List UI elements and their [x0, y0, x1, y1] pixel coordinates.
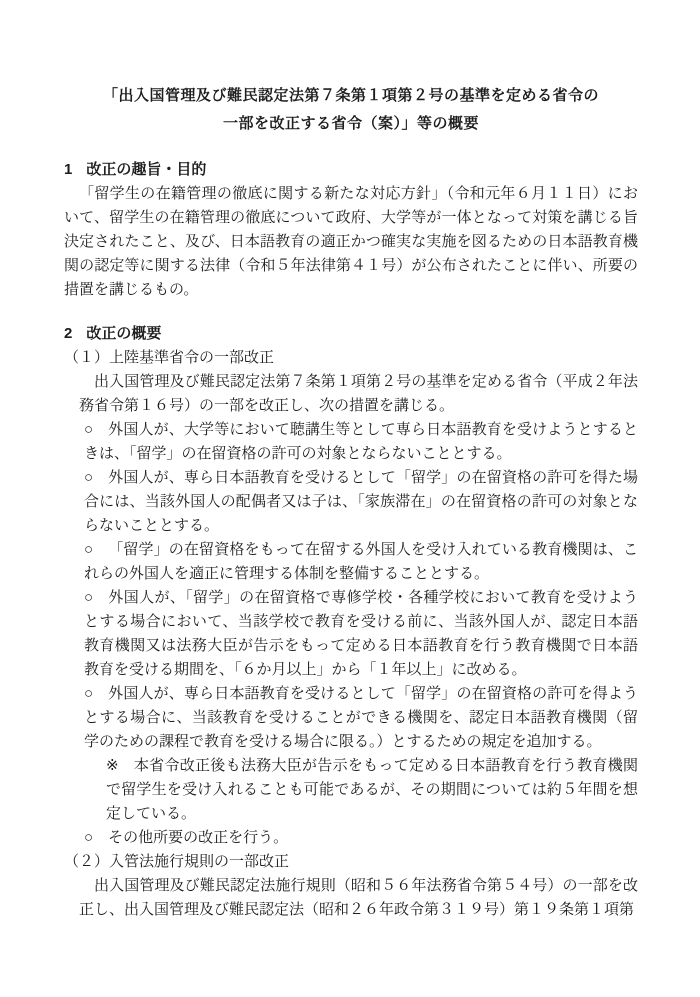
- circle-bullet-icon: ○: [84, 686, 94, 702]
- bullet-item-1-text: 外国人が、大学等において聴講生等として専ら日本語教育を受けようとするときは、「留学」の在留資格の許可の対象とならないこととする。: [84, 422, 638, 462]
- section-2-heading: [64, 322, 638, 346]
- bullet-item-1: [84, 418, 638, 466]
- document-title-line-2: 一部を改正する省令（案）」等の概要: [222, 115, 479, 132]
- bullet-item-5-text: 外国人が、専ら日本語教育を受けるとして「留学」の在留資格の許可を得ようとする場合に、当該教育を受けることができる機関を、認定日本語教育機関（留学のための課程で教育を受ける場合に限る。）とするための規定を追加する。: [84, 686, 638, 750]
- bullet-item-4: [84, 586, 638, 682]
- subsection-2-title: 入管法施行規則の一部改正: [109, 854, 290, 870]
- section-2-heading-text: 改正の概要: [86, 325, 162, 342]
- bullet-item-3: [84, 538, 638, 586]
- bullet-item-3-text: 「留学」の在留資格をもって在留する外国人を受け入れている教育機関は、これらの外国人を適正に管理する体制を整備することとする。: [84, 542, 638, 582]
- bullet-item-4-text: 外国人が、「留学」の在留資格で専修学校・各種学校において教育を受けようとする場合において、当該学校で教育を受ける前に、当該外国人が、認定日本語教育機関又は法務大臣が告示をもって定める日本語教育を行う教育機関で日本語教育を受ける期間を、「６か月以上」から「１年以上」に改める。: [84, 590, 638, 678]
- bullet-item-5: [84, 682, 638, 754]
- reference-mark-icon: ※: [106, 758, 119, 774]
- bullet-item-2-text: 外国人が、専ら日本語教育を受けるとして「留学」の在留資格の許可を得た場合には、当該外国人の配偶者又は子は、「家族滞在」の在留資格の許可の対象とならないこととする。: [84, 470, 638, 534]
- circle-bullet-icon: ○: [84, 470, 94, 486]
- note-item-text: 本省令改正後も法務大臣が告示をもって定める日本語教育を行う教育機関で留学生を受け入れることも可能であるが、その期間については約５年間を想定している。: [106, 758, 638, 822]
- bullet-item-2: [84, 466, 638, 538]
- subsection-1-number: （１）: [64, 350, 110, 366]
- subsection-2-paragraph: 出入国管理及び難民認定法施行規則（昭和５６年法務省令第５４号）の一部を改正し、出入国管理及び難民認定法（昭和２６年政令第３１９号）第１９条第１項第: [79, 878, 638, 918]
- subsection-1-label: [64, 346, 638, 370]
- circle-bullet-icon: ○: [84, 422, 94, 438]
- document-title-line-1: 「出入国管理及び難民認定法第７条第１項第２号の基準を定める省令の: [102, 87, 599, 104]
- section-1-number: 1: [64, 161, 73, 178]
- circle-bullet-icon: ○: [84, 542, 94, 558]
- section-1-paragraph: 「留学生の在籍管理の徹底に関する新たな対応方針」（令和元年６月１１日）において、留学生の在籍管理の徹底について政府、大学等が一体となって対策を講じる旨決定されたこと、及び、日本語教育の適正かつ確実な実施を図るための日本語教育機関の認定等に関する法律（令和５年法律第４１号）が公布されたことに伴い、所要の措置を講じるもの。: [64, 186, 638, 298]
- section-1-heading: [64, 158, 638, 182]
- circle-bullet-icon: ○: [84, 830, 94, 846]
- section-1-heading-text: 改正の趣旨・目的: [86, 161, 207, 178]
- section-2-number: 2: [64, 325, 73, 342]
- note-item: [106, 754, 638, 826]
- bullet-item-6: [84, 826, 638, 850]
- bullet-item-6-text: その他所要の改正を行う。: [108, 830, 289, 846]
- circle-bullet-icon: ○: [84, 590, 94, 606]
- subsection-1-title: 上陸基準省令の一部改正: [109, 350, 275, 366]
- document-title: [64, 82, 638, 138]
- subsection-2-number: （２）: [64, 854, 110, 870]
- subsection-2-label: [64, 850, 638, 874]
- subsection-1-paragraph: 出入国管理及び難民認定法第７条第１項第２号の基準を定める省令（平成２年法務省令第１６号）の一部を改正し、次の措置を講じる。: [79, 374, 638, 414]
